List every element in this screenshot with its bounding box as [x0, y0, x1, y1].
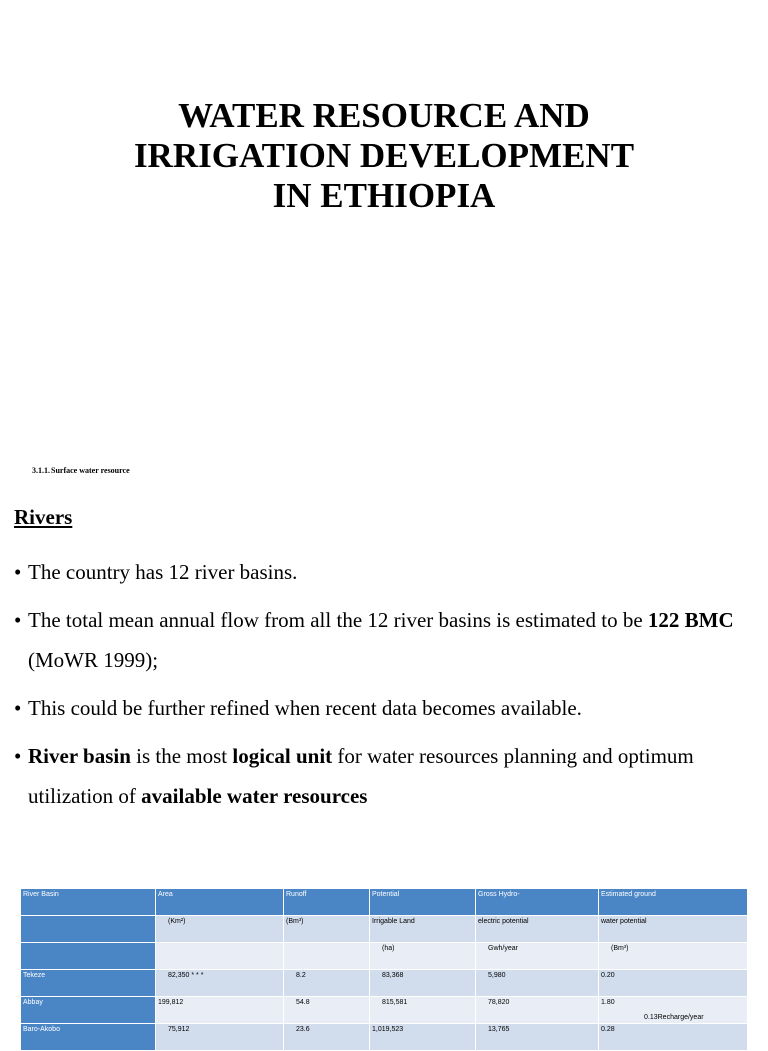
bullet-dot-icon: •	[14, 560, 22, 584]
table-cell: 1.80	[599, 997, 748, 1024]
table-cell: 1,019,523	[370, 1024, 476, 1051]
bullet-text: The country has 12 river basins.	[28, 560, 298, 584]
header-river-basin: River Basin	[21, 889, 156, 916]
bullet-text: logical unit	[232, 744, 333, 768]
table-cell: 0.28	[599, 1024, 748, 1051]
bullet-item	[14, 552, 754, 592]
table-subheader-row	[21, 916, 748, 943]
table-cell: 199,812	[156, 997, 284, 1024]
section-number: 3.1.1.	[32, 466, 50, 475]
table-cell: 0.20	[599, 970, 748, 997]
table-row	[21, 997, 748, 1024]
table-cell	[21, 943, 156, 970]
table-cell: 8.2	[284, 970, 370, 997]
table-cell: 83,368	[370, 970, 476, 997]
title-line-2: IRRIGATION DEVELOPMENT	[133, 136, 635, 175]
bullet-text: This could be further refined when recent data becomes available.	[28, 696, 582, 720]
table-cell	[21, 916, 156, 943]
table-cell: 54.8	[284, 997, 370, 1024]
table-subheader-row	[21, 943, 748, 970]
table-cell	[284, 943, 370, 970]
slide-title	[0, 96, 768, 216]
header-groundwater: Estimated ground	[599, 889, 748, 916]
header-area: Area	[156, 889, 284, 916]
table-cell: Baro-Akobo	[21, 1024, 156, 1051]
bullet-text: available water resources	[141, 784, 368, 808]
table-cell: Tekeze	[21, 970, 156, 997]
bullet-text: (MoWR 1999);	[28, 648, 159, 672]
bullet-item	[14, 600, 754, 680]
table-cell: (Bm³)	[284, 916, 370, 943]
bullet-text: is the most	[130, 744, 233, 768]
bullet-item	[14, 736, 754, 816]
header-runoff: Runoff	[284, 889, 370, 916]
bullet-dot-icon: •	[14, 744, 22, 768]
table-cell	[156, 943, 284, 970]
river-basin-table	[20, 888, 747, 1033]
table-cell: Irrigable Land	[370, 916, 476, 943]
section-title: Surface water resource	[51, 466, 130, 475]
bullet-dot-icon: •	[14, 696, 22, 720]
table-cell: Gwh/year	[476, 943, 599, 970]
table-cell: 82,350 * * *	[156, 970, 284, 997]
table-cell: electric potential	[476, 916, 599, 943]
table-header-row	[21, 889, 748, 916]
table-row	[21, 1024, 748, 1051]
title-line-3: IN ETHIOPIA	[272, 176, 496, 215]
table-cell: 23.6	[284, 1024, 370, 1051]
table-cell: Abbay	[21, 997, 156, 1024]
table-cell: 815,581	[370, 997, 476, 1024]
table-note: 0.13Recharge/year	[644, 1014, 704, 1021]
bullet-list	[14, 552, 754, 824]
bullet-text: for water resources planning and optimum utilization of	[28, 744, 694, 808]
section-label	[32, 466, 130, 475]
table-cell: 78,820	[476, 997, 599, 1024]
rivers-heading: Rivers	[14, 505, 73, 529]
bullet-dot-icon: •	[14, 608, 22, 632]
table-cell: 13,765	[476, 1024, 599, 1051]
header-hydro: Gross Hydro-	[476, 889, 599, 916]
bullet-item	[14, 688, 754, 728]
bullet-text: 122 BMC	[647, 608, 734, 632]
table-cell: 75,912	[156, 1024, 284, 1051]
table-cell: (ha)	[370, 943, 476, 970]
header-potential: Potential	[370, 889, 476, 916]
table-cell: water potential	[599, 916, 748, 943]
table-cell: (Bm³)	[599, 943, 748, 970]
title-line-1: WATER RESOURCE AND	[178, 96, 590, 135]
bullet-text: The total mean annual flow from all the 12 river basins is estimated to be	[28, 608, 648, 632]
table-cell: (Km²)	[156, 916, 284, 943]
table-row	[21, 970, 748, 997]
table-cell: 5,980	[476, 970, 599, 997]
bullet-text: River basin	[28, 744, 131, 768]
